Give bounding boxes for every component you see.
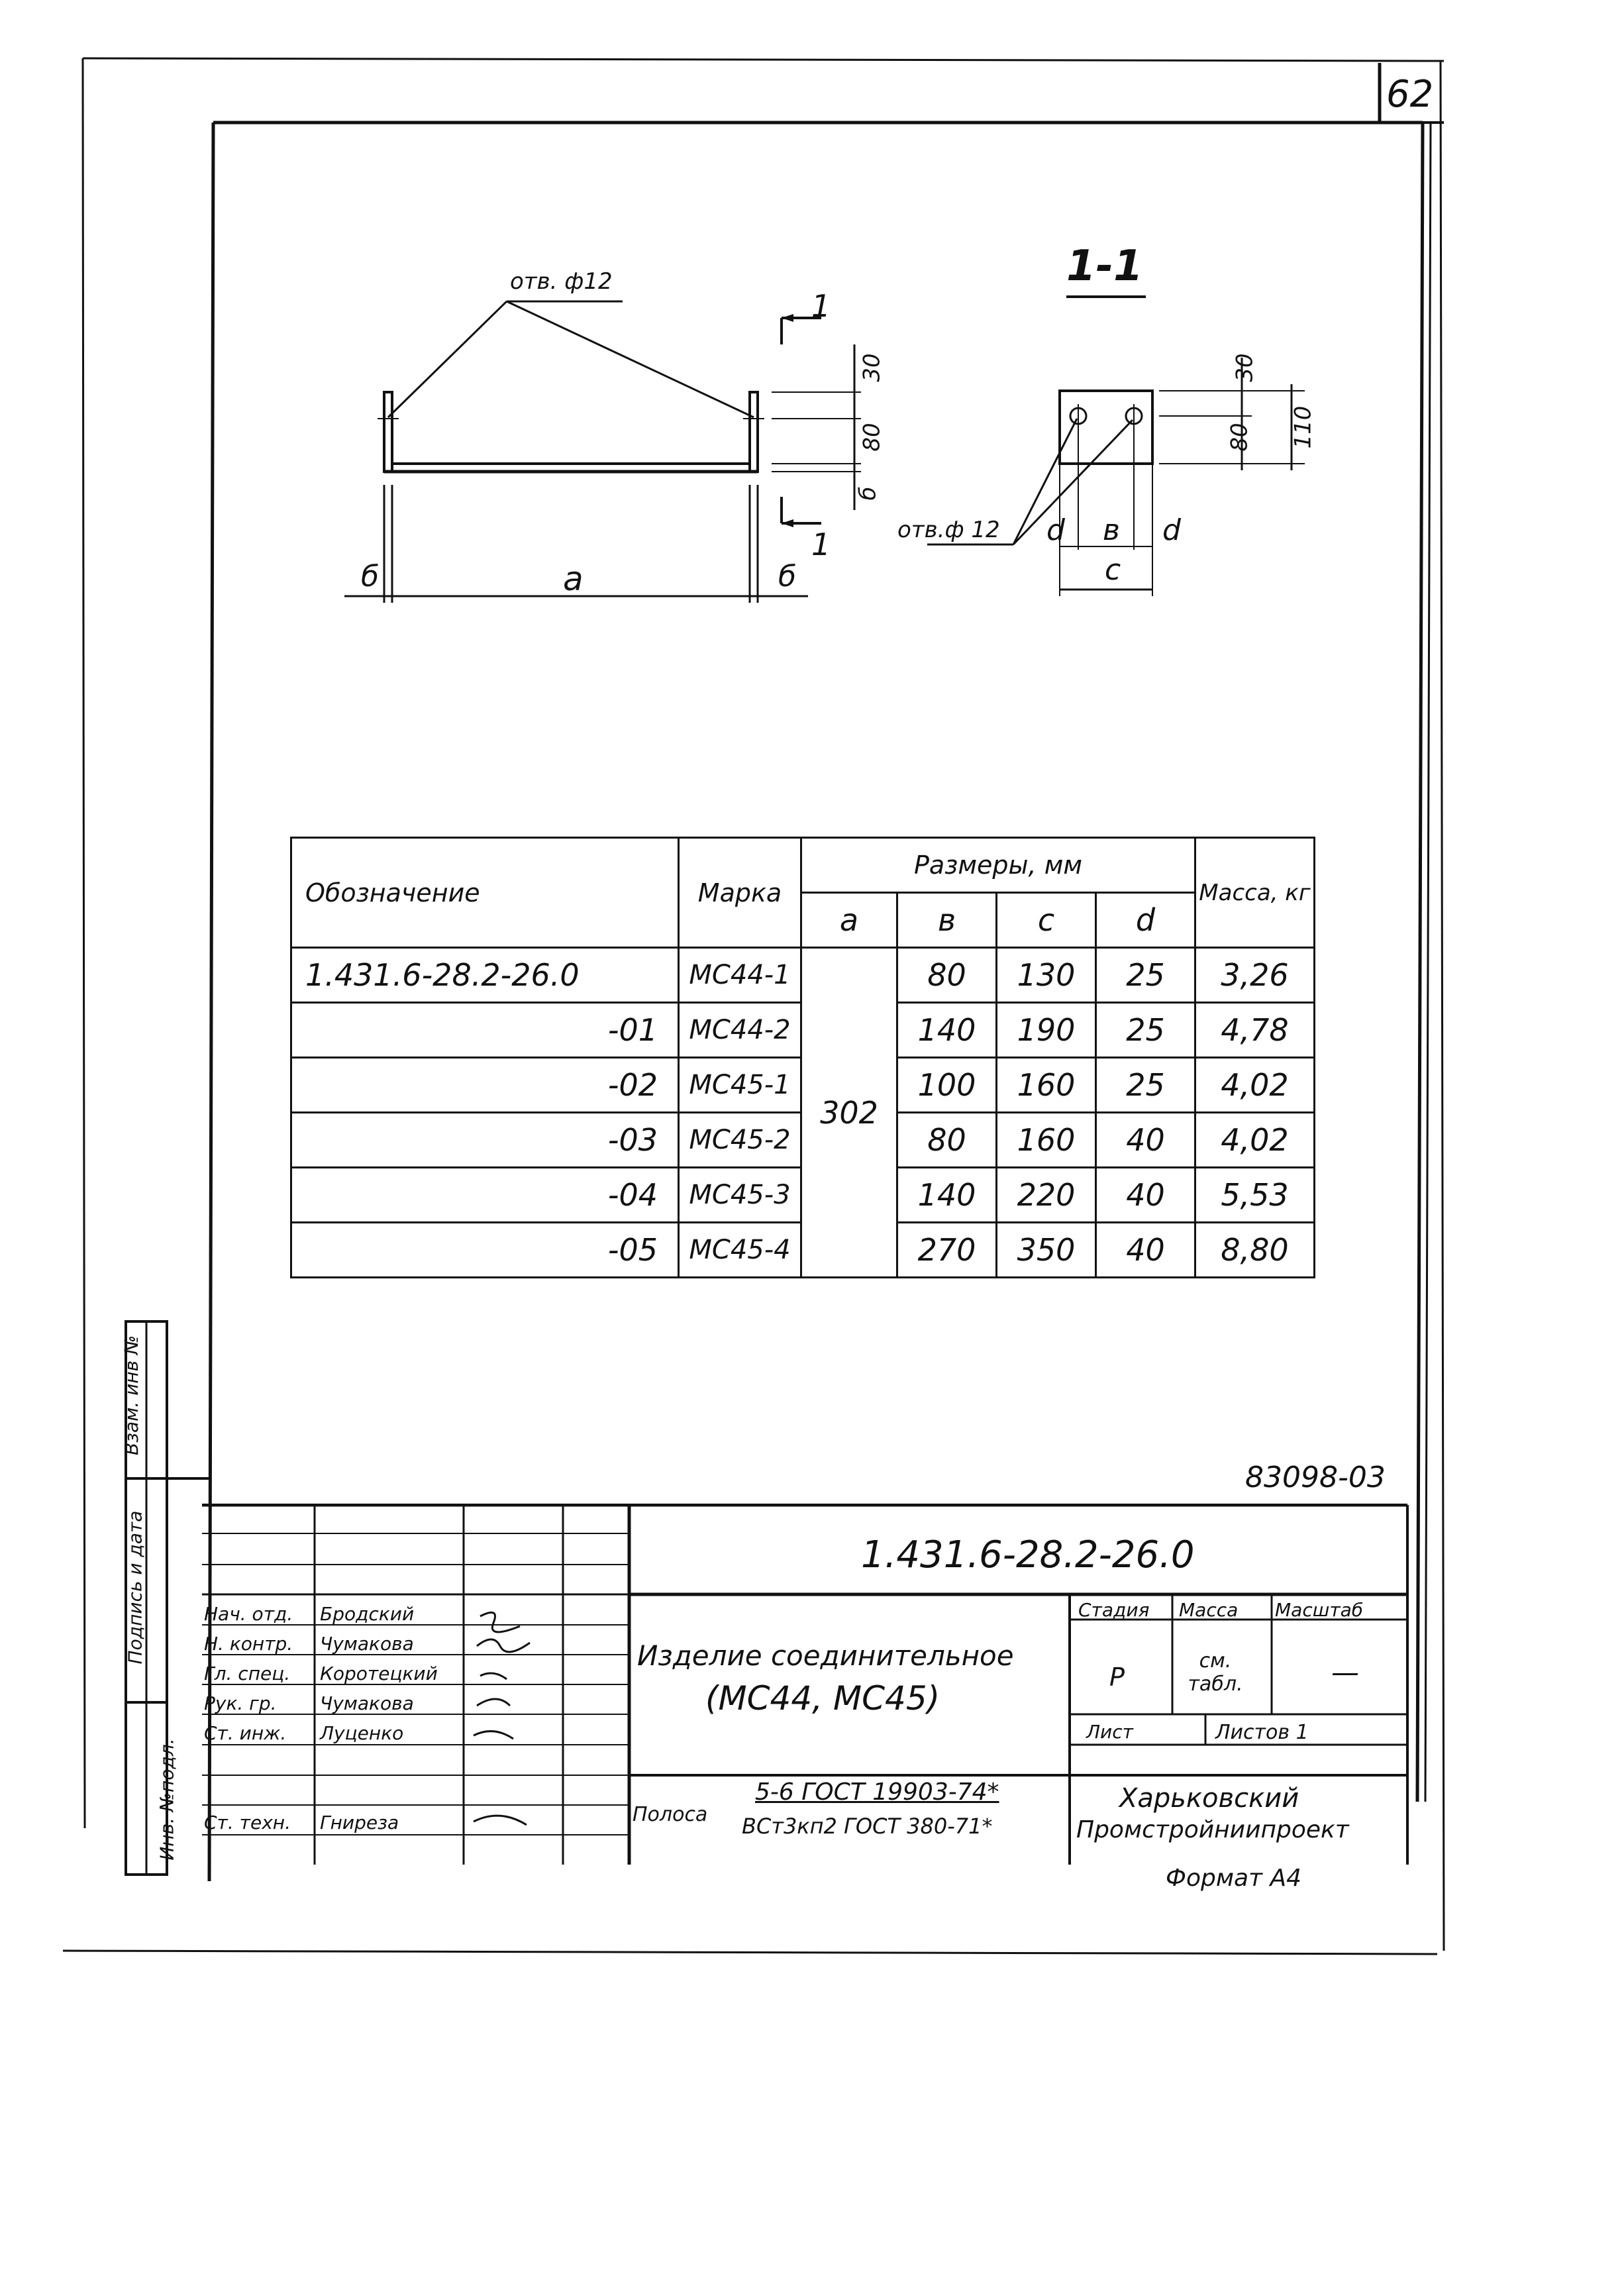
scale-value: — bbox=[1331, 1656, 1359, 1688]
section-dim-middle: 80 bbox=[1226, 423, 1253, 452]
person-role: Рук. гр. bbox=[204, 1692, 277, 1714]
row-designation: -03 bbox=[291, 1113, 679, 1168]
row-mark: МС45-4 bbox=[679, 1223, 801, 1278]
mass-label: Масса bbox=[1179, 1599, 1239, 1621]
header-d: d bbox=[1096, 893, 1195, 948]
cut-mark-bottom: 1 bbox=[811, 527, 831, 562]
row-mark: МС45-3 bbox=[679, 1168, 801, 1223]
row-designation: 1.431.6-28.2-26.0 bbox=[291, 948, 679, 1003]
row-c: 190 bbox=[997, 1003, 1096, 1058]
person-role: Н. контр. bbox=[204, 1633, 293, 1655]
hole-label: отв. ф12 bbox=[510, 268, 613, 295]
person-name: Луценко bbox=[320, 1722, 404, 1744]
header-a: a bbox=[801, 893, 897, 948]
row-d: 40 bbox=[1096, 1168, 1195, 1223]
row-mass: 3,26 bbox=[1195, 948, 1315, 1003]
row-mass: 8,80 bbox=[1195, 1223, 1315, 1278]
row-designation: -02 bbox=[291, 1058, 679, 1113]
row-mark: МС45-2 bbox=[679, 1113, 801, 1168]
section-dim-c: c bbox=[1105, 553, 1121, 587]
title-line-1: Изделие соединительное bbox=[637, 1639, 1014, 1672]
row-b: 80 bbox=[897, 1113, 997, 1168]
row-mass: 4,78 bbox=[1195, 1003, 1315, 1058]
person-role: Ст. техн. bbox=[204, 1812, 291, 1833]
person-name: Чумакова bbox=[320, 1633, 414, 1655]
side-stamp-signature: Подпись и дата bbox=[124, 1510, 146, 1665]
hole-leader-left bbox=[388, 301, 507, 417]
header-mark: Марка bbox=[679, 838, 801, 948]
dim-side-left: б bbox=[361, 560, 380, 593]
org-line-2: Промстройниипроект bbox=[1076, 1816, 1349, 1843]
table-row bbox=[291, 948, 1315, 1003]
row-designation: -04 bbox=[291, 1168, 679, 1223]
row-c: 160 bbox=[997, 1113, 1096, 1168]
row-mass: 4,02 bbox=[1195, 1113, 1315, 1168]
doc-number: 83098-03 bbox=[1245, 1461, 1386, 1494]
scale-label: Масштаб bbox=[1275, 1599, 1364, 1621]
format-label: Формат А4 bbox=[1166, 1865, 1302, 1892]
person-role: Нач. отд. bbox=[204, 1603, 293, 1625]
row-b: 100 bbox=[897, 1058, 997, 1113]
bracket-right-leg bbox=[750, 392, 758, 472]
row-mark: МС45-1 bbox=[679, 1058, 801, 1113]
row-b: 80 bbox=[897, 948, 997, 1003]
section-dim-d-right: d bbox=[1162, 513, 1181, 547]
section-dim-total: 110 bbox=[1290, 405, 1317, 449]
person-role: Гл. спец. bbox=[204, 1663, 291, 1684]
row-d: 25 bbox=[1096, 1003, 1195, 1058]
value-a: 302 bbox=[801, 948, 897, 1278]
header-designation: Обозначение bbox=[291, 838, 679, 948]
mass-value: см. табл. bbox=[1188, 1649, 1243, 1696]
header-c: c bbox=[997, 893, 1096, 948]
section-title: 1-1 bbox=[1066, 242, 1143, 291]
dim-side-right: б bbox=[778, 560, 797, 593]
stage-label: Стадия bbox=[1078, 1599, 1150, 1621]
material-prefix: Полоса bbox=[633, 1803, 708, 1826]
row-c: 160 bbox=[997, 1058, 1096, 1113]
signature-scribbles bbox=[467, 1603, 566, 1841]
header-sizes: Размеры, мм bbox=[801, 838, 1195, 893]
dim-a-label: a bbox=[563, 560, 584, 598]
side-stamp-inv: Взам. инв № bbox=[121, 1335, 143, 1456]
org-line-1: Харьковский bbox=[1119, 1783, 1299, 1814]
person-role: Ст. инж. bbox=[204, 1722, 287, 1744]
dim-middle-label: 80 bbox=[858, 423, 886, 452]
row-designation: -05 bbox=[291, 1223, 679, 1278]
row-d: 40 bbox=[1096, 1113, 1195, 1168]
sheets-label: Листов 1 bbox=[1215, 1721, 1309, 1744]
bracket-left-leg bbox=[384, 392, 392, 472]
stage-value: Р bbox=[1109, 1663, 1125, 1692]
row-c: 350 bbox=[997, 1223, 1096, 1278]
row-mass: 4,02 bbox=[1195, 1058, 1315, 1113]
section-hole-label: отв.ф 12 bbox=[897, 517, 1000, 543]
row-mass: 5,53 bbox=[1195, 1168, 1315, 1223]
row-b: 140 bbox=[897, 1003, 997, 1058]
spec-table bbox=[290, 837, 1315, 1278]
section-dim-d-left: d bbox=[1046, 513, 1065, 547]
person-name: Коротецкий bbox=[320, 1663, 438, 1684]
dim-top-label: 30 bbox=[858, 353, 886, 382]
row-designation: -01 bbox=[291, 1003, 679, 1058]
row-mark: МС44-2 bbox=[679, 1003, 801, 1058]
material-bottom: ВСт3кп2 ГОСТ 380-71* bbox=[742, 1814, 993, 1839]
header-b: в bbox=[897, 893, 997, 948]
row-d: 25 bbox=[1096, 948, 1195, 1003]
page-number: 62 bbox=[1386, 73, 1434, 116]
row-mark: МС44-1 bbox=[679, 948, 801, 1003]
person-name: Гниреза bbox=[320, 1812, 399, 1833]
row-c: 130 bbox=[997, 948, 1096, 1003]
dim-thickness-label: б bbox=[854, 486, 882, 501]
row-d: 25 bbox=[1096, 1058, 1195, 1113]
person-name: Чумакова bbox=[320, 1692, 414, 1714]
section-dim-top: 30 bbox=[1231, 353, 1258, 382]
row-d: 40 bbox=[1096, 1223, 1195, 1278]
sheet-label: Лист bbox=[1086, 1721, 1133, 1743]
person-name: Бродский bbox=[320, 1603, 415, 1625]
row-b: 140 bbox=[897, 1168, 997, 1223]
section-dim-b: в bbox=[1103, 513, 1120, 547]
cut-mark-top: 1 bbox=[811, 288, 831, 324]
header-mass: Масса, кг bbox=[1195, 838, 1315, 948]
material-top: 5-6 ГОСТ 19903-74* bbox=[755, 1779, 999, 1806]
drawing-code: 1.431.6-28.2-26.0 bbox=[861, 1533, 1195, 1576]
side-stamp-orig: Инв. №подл. bbox=[156, 1738, 178, 1861]
title-line-2: (МС44, МС45) bbox=[705, 1679, 940, 1718]
row-c: 220 bbox=[997, 1168, 1096, 1223]
hole-leader-right bbox=[507, 301, 754, 417]
row-b: 270 bbox=[897, 1223, 997, 1278]
